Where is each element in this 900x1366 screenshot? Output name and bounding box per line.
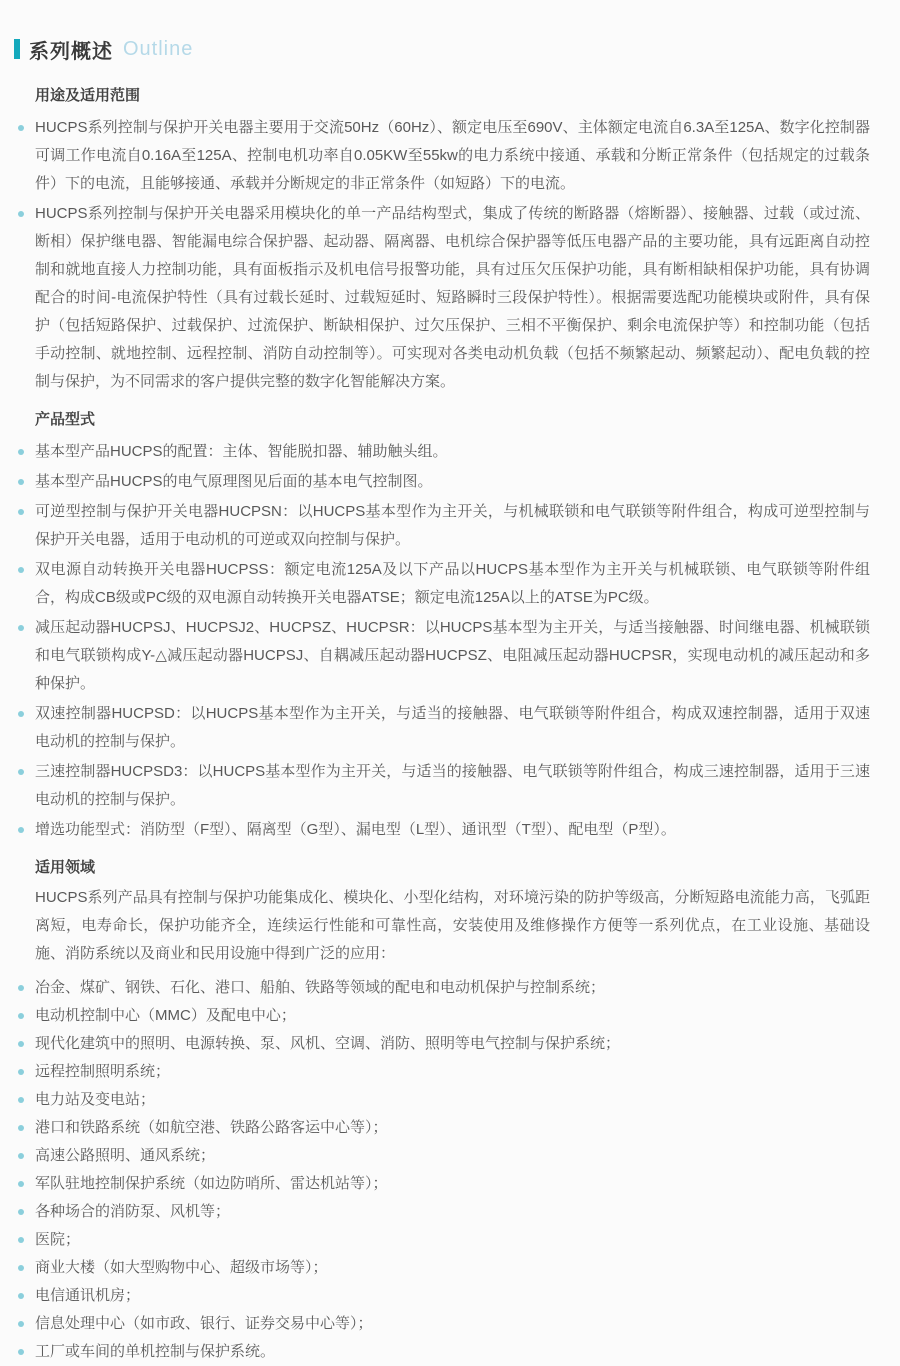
list-item: 基本型产品HUCPS的电气原理图见后面的基本电气控制图。 [35, 468, 870, 496]
section-heading-usage: 用途及适用范围 [35, 87, 141, 104]
list-item: 高速公路照明、通风系统； [35, 1142, 870, 1170]
application-intro: HUCPS系列产品具有控制与保护功能集成化、模块化、小型化结构，对环境污染的防护等级高，分断短路电流能力高，飞弧距离短，电寿命长，保护功能齐全，连续运行性能和可靠性高，安装使用及维修操作方便等一系列优点，在工业设施、基础设施、消防系统以及商业和民用设施中得到广泛的应用： [35, 889, 870, 962]
list-item: 医院； [35, 1226, 870, 1254]
list-item: 基本型产品HUCPS的配置：主体、智能脱扣器、辅助触头组。 [35, 438, 870, 466]
usage-list [35, 114, 870, 396]
list-item: 三速控制器HUCPSD3：以HUCPS基本型作为主开关，与适当的接触器、电气联锁等附件组合，构成三速控制器，适用于三速电动机的控制与保护。 [35, 758, 870, 814]
list-item: 军队驻地控制保护系统（如边防哨所、雷达机站等）； [35, 1170, 870, 1198]
list-item: 各种场合的消防泵、风机等； [35, 1198, 870, 1226]
list-item: 增选功能型式：消防型（F型）、隔离型（G型）、漏电型（L型）、通讯型（T型）、配电型（P型）。 [35, 816, 870, 844]
list-item: 双速控制器HUCPSD：以HUCPS基本型作为主开关，与适当的接触器、电气联锁等附件组合，构成双速控制器，适用于双速电动机的控制与保护。 [35, 700, 870, 756]
list-item: 减压起动器HUCPSJ、HUCPSJ2、HUCPSZ、HUCPSR：以HUCPS基本型为主开关，与适当接触器、时间继电器、机械联锁和电气联锁构成Y-△减压起动器HUCPSJ、自耦减压起动器HUCPSZ、电阻减压起动器HUCPSR，实现电动机的减压起动和多种保护。 [35, 614, 870, 698]
application-fields-list [35, 974, 870, 1366]
list-item: 双电源自动转换开关电器HUCPSS：额定电流125A及以下产品以HUCPS基本型作为主开关与机械联锁、电气联锁等附件组合，构成CB级或PC级的双电源自动转换开关电器ATSE；额定电流125A以上的ATSE为PC级。 [35, 556, 870, 612]
page-header [14, 36, 870, 62]
list-item: 电动机控制中心（MMC）及配电中心； [35, 1002, 870, 1030]
list-item: 现代化建筑中的照明、电源转换、泵、风机、空调、消防、照明等电气控制与保护系统； [35, 1030, 870, 1058]
page-subtitle: Outline [123, 37, 194, 60]
section-heading-application-fields: 适用领域 [35, 859, 96, 876]
page-title: 系列概述 [29, 40, 113, 63]
list-item: 工厂或车间的单机控制与保护系统。 [35, 1338, 870, 1366]
list-item: 电信通讯机房； [35, 1282, 870, 1310]
list-item: 商业大楼（如大型购物中心、超级市场等）； [35, 1254, 870, 1282]
list-item: 电力站及变电站； [35, 1086, 870, 1114]
section-heading-product-types: 产品型式 [35, 411, 96, 428]
list-item: HUCPS系列控制与保护开关电器采用模块化的单一产品结构型式，集成了传统的断路器（熔断器）、接触器、过载（或过流、断相）保护继电器、智能漏电综合保护器、起动器、隔离器、电机综合保护器等低压电器产品的主要功能，具有远距离自动控制和就地直接人力控制功能，具有面板指示及机电信号报警功能，具有过压欠压保护功能，具有断相缺相保护功能，具有协调配合的时间-电流保护特性（具有过载长延时、过载短延时、短路瞬时三段保护特性）。根据需要选配功能模块或附件，具有保护（包括短路保护、过载保护、过流保护、断缺相保护、过欠压保护、三相不平衡保护、剩余电流保护等）和控制功能（包括手动控制、就地控制、远程控制、消防自动控制等）。可实现对各类电动机负载（包括不频繁起动、频繁起动）、配电负载的控制与保护，为不同需求的客户提供完整的数字化智能解决方案。 [35, 200, 870, 396]
list-item: 港口和铁路系统（如航空港、铁路公路客运中心等）； [35, 1114, 870, 1142]
product-types-list [35, 438, 870, 844]
list-item: HUCPS系列控制与保护开关电器主要用于交流50Hz（60Hz）、额定电压至690V、主体额定电流自6.3A至125A、数字化控制器可调工作电流自0.16A至125A、控制电机功率自0.05KW至55kw的电力系统中接通、承载和分断正常条件（包括规定的过载条件）下的电流，且能够接通、承载并分断规定的非正常条件（如短路）下的电流。 [35, 114, 870, 198]
accent-bar-icon [14, 39, 20, 59]
list-item: 可逆型控制与保护开关电器HUCPSN：以HUCPS基本型作为主开关，与机械联锁和电气联锁等附件组合，构成可逆型控制与保护开关电器，适用于电动机的可逆或双向控制与保护。 [35, 498, 870, 554]
list-item: 信息处理中心（如市政、银行、证券交易中心等）； [35, 1310, 870, 1338]
list-item: 冶金、煤矿、钢铁、石化、港口、船舶、铁路等领域的配电和电动机保护与控制系统； [35, 974, 870, 1002]
list-item: 远程控制照明系统； [35, 1058, 870, 1086]
